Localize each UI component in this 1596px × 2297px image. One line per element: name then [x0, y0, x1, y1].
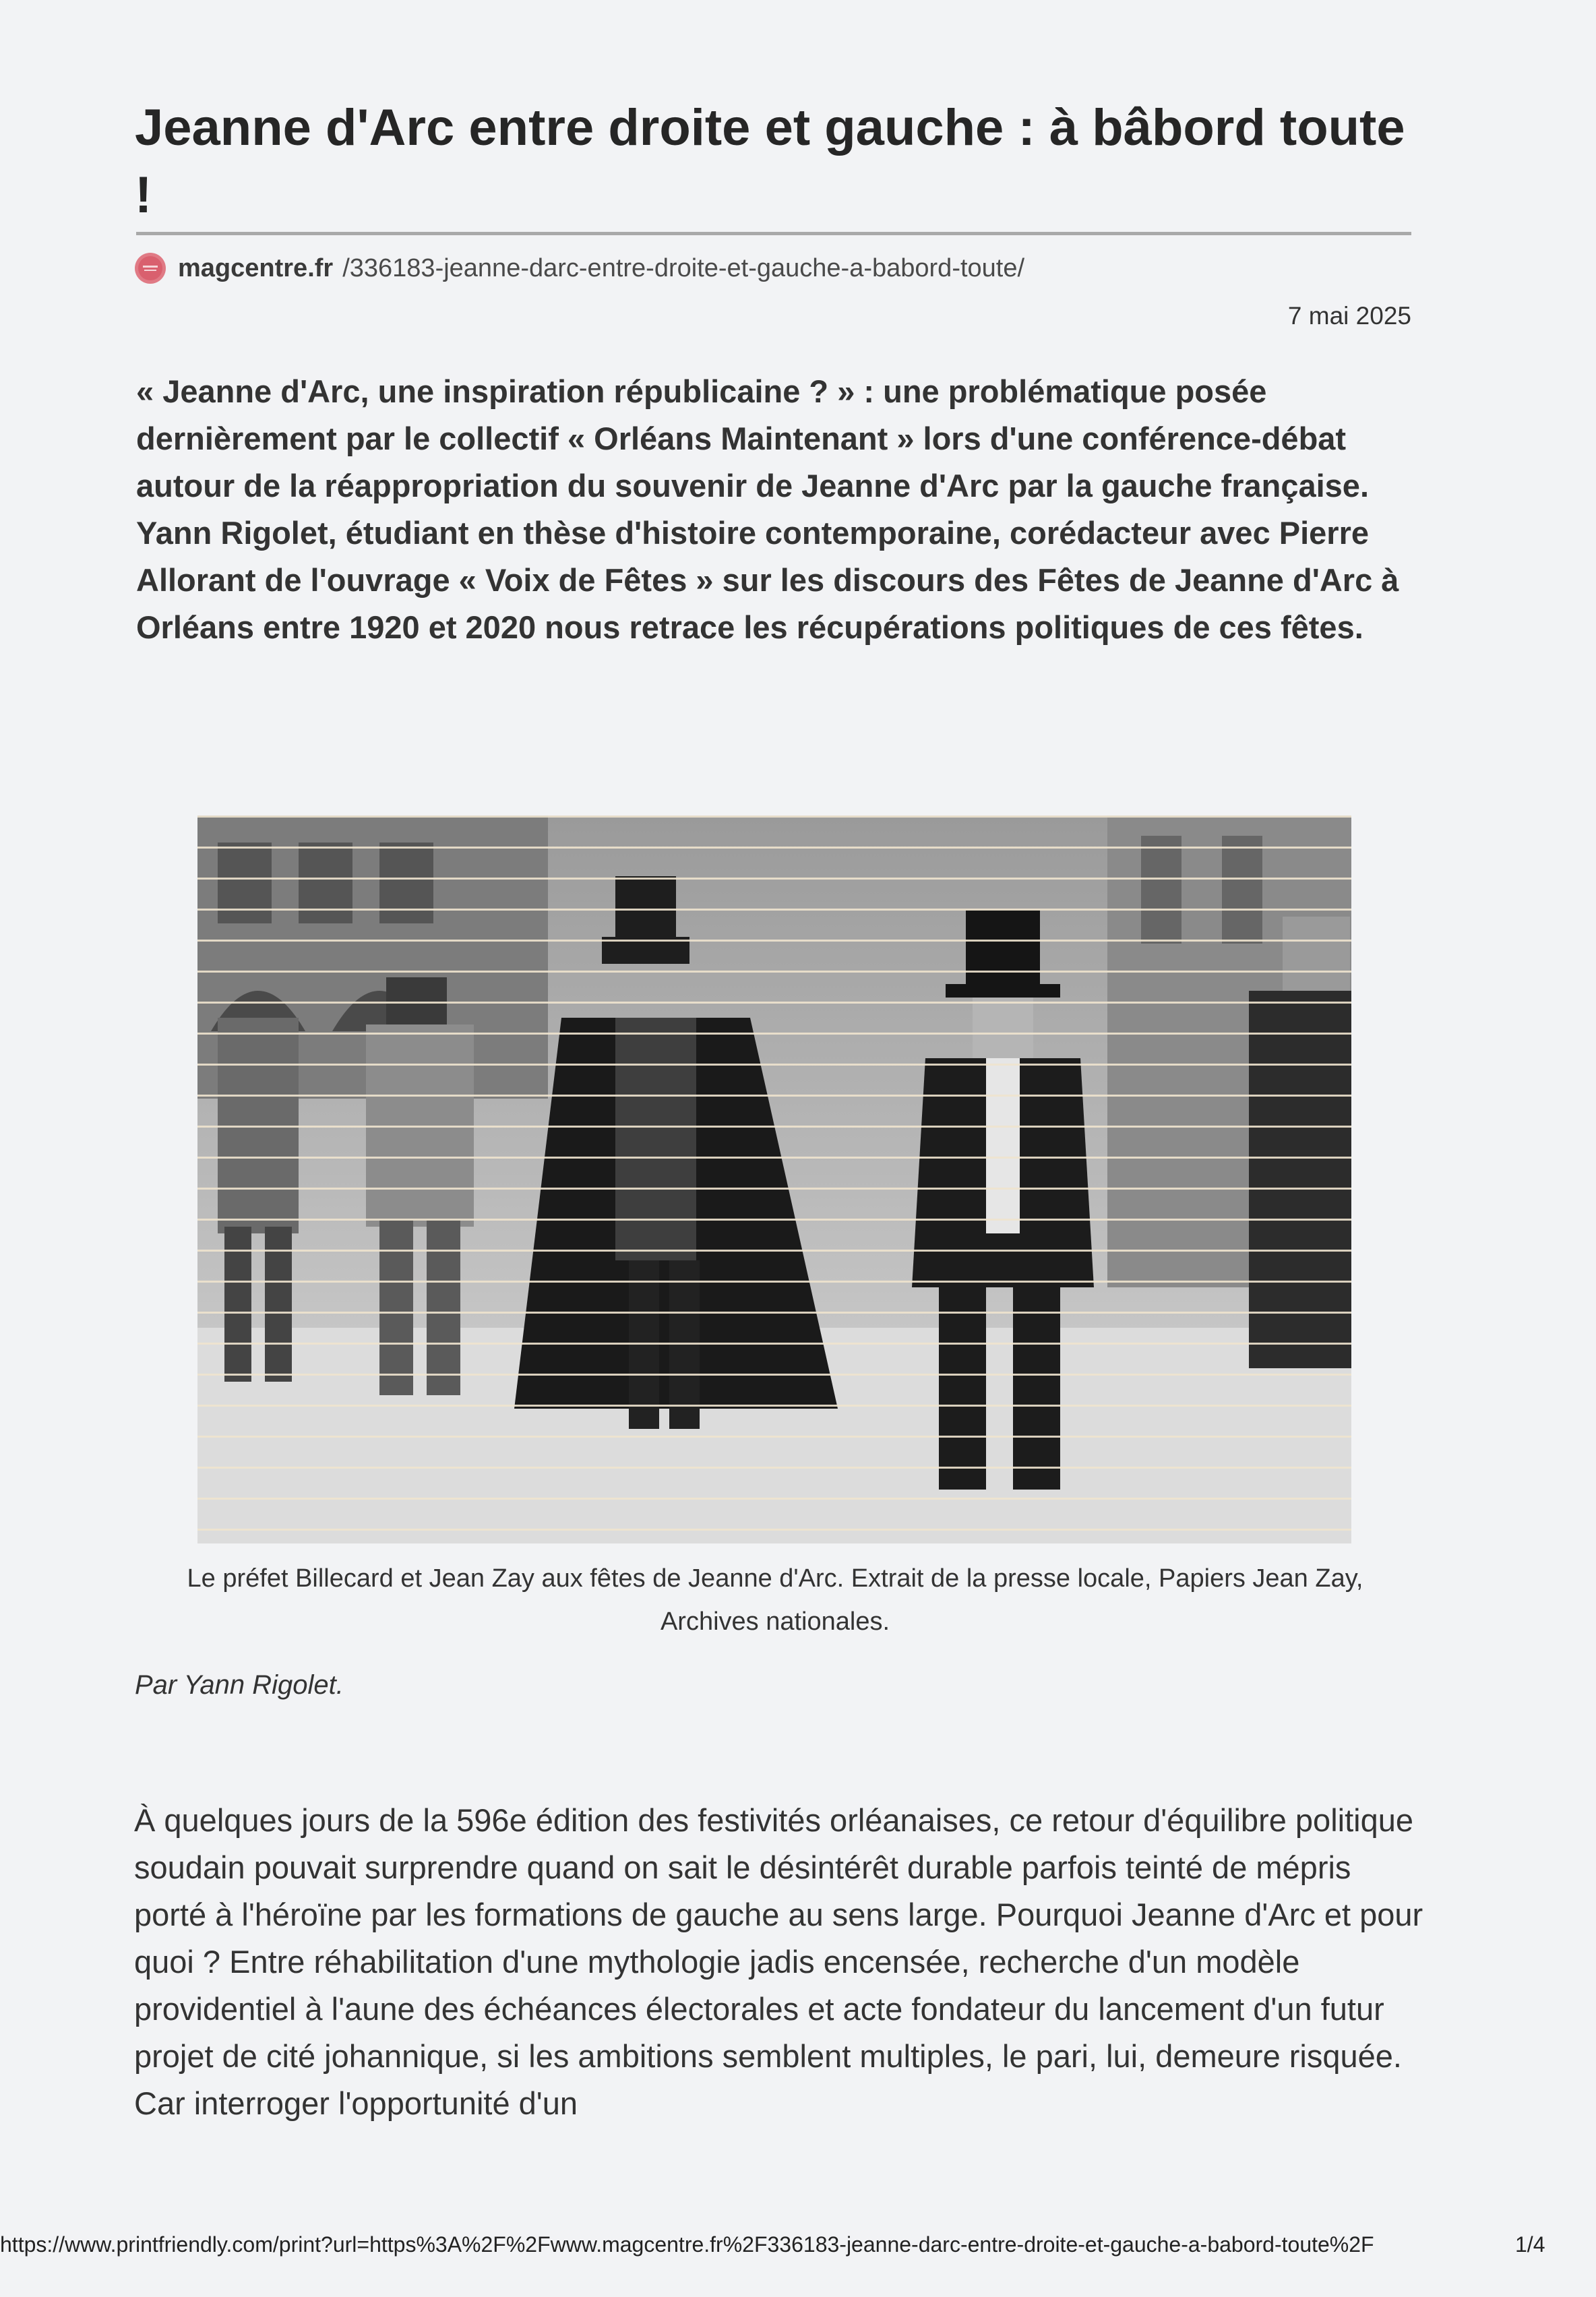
source-domain-link[interactable]: magcentre.fr: [178, 253, 334, 282]
article-title: Jeanne d'Arc entre droite et gauche : à bâbord toute !: [135, 99, 1405, 224]
article-photo: [197, 816, 1351, 1543]
source-path: /336183-jeanne-darc-entre-droite-et-gauche-a-babord-toute/: [342, 253, 1025, 282]
page-number: 1/4: [1515, 2232, 1545, 2257]
print-footer-url: https://www.printfriendly.com/print?url=https%3A%2F%2Fwww.magcentre.fr%2F336183-jeanne-darc-entre-droite-et-gauche-a-babord-toute%2F: [0, 2232, 1374, 2257]
magcentre-logo-icon: [135, 253, 166, 284]
title-divider: [136, 232, 1411, 235]
author-byline: Par Yann Rigolet.: [135, 1670, 344, 1700]
article-body-paragraph: À quelques jours de la 596e édition des festivités orléanaises, ce retour d'équilibre politique soudain pouvait surprendre quand on sait le désintérêt durable parfois teinté de mépris porté à l'héroïne par les formations de gauche au sens large. Pourquoi Jeanne d'Arc et pour quoi ? Entre réhabilitation d'une mythologie jadis encensée, recherche d'un modèle providentiel à l'aune des échéances électorales et acte fondateur du lancement d'un futur projet de cité johannique, si les ambitions semblent multiples, le pari, lui, demeure risquée. Car interroger l'opportunité d'un: [134, 1802, 1423, 2121]
article-lead: « Jeanne d'Arc, une inspiration républicaine ? » : une problématique posée dernièrement par le collectif « Orléans Maintenant » lors d'une conférence-débat autour de la réappropriation du souvenir de Jeanne d'Arc par la gauche française. Yann Rigolet, étudiant en thèse d'histoire contemporaine, corédacteur avec Pierre Allorant de l'ouvrage « Voix de Fêtes » sur les discours des Fêtes de Jeanne d'Arc à Orléans entre 1920 et 2020 nous retrace les récupérations politiques de ces fêtes.: [136, 373, 1399, 645]
photo-caption: Le préfet Billecard et Jean Zay aux fêtes de Jeanne d'Arc. Extrait de la presse locale, Papiers Jean Zay, Archives nationales.: [187, 1564, 1363, 1636]
source-line: [135, 249, 1024, 287]
publication-date: 7 mai 2025: [1287, 302, 1411, 330]
